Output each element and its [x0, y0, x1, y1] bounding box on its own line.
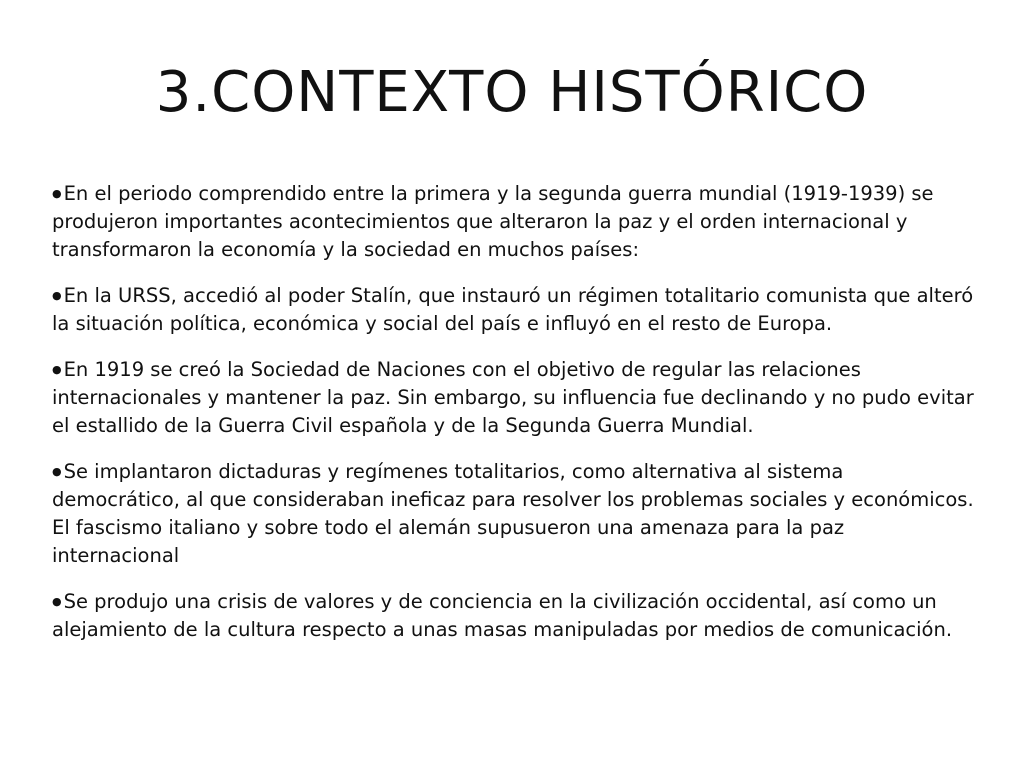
bullet-text: Se produjo una crisis de valores y de conciencia en la civilización occidental, así como un alejamiento de la cultura respecto a unas masas manipuladas por medios de comunicación.	[52, 590, 953, 641]
bullet-text: En el periodo comprendido entre la primera y la segunda guerra mundial (1919-1939) se produjeron importantes acontecimientos que alteraron la paz y el orden internacional y transformaron la economía y la sociedad en muchos países:	[52, 182, 934, 261]
bullet-item	[52, 458, 977, 570]
bullet-dot-icon: ●	[52, 363, 62, 376]
bullet-dot-icon: ●	[52, 465, 62, 478]
bullet-dot-icon: ●	[52, 595, 62, 608]
bullet-text: En la URSS, accedió al poder Stalín, que instauró un régimen totalitario comunista que alteró la situación política, económica y social del país e influyó en el resto de Europa.	[52, 284, 974, 335]
bullet-item	[52, 356, 977, 440]
bullet-item	[52, 180, 977, 264]
bullet-item	[52, 588, 977, 644]
slide-title: 3.CONTEXTO HISTÓRICO	[155, 60, 869, 125]
bullet-text: Se implantaron dictaduras y regímenes totalitarios, como alternativa al sistema democrático, al que consideraban ineficaz para resolver los problemas sociales y económicos. El fascismo italiano y sobre todo el alemán supusueron una amenaza para la paz internacional	[52, 460, 974, 567]
bullet-item	[52, 282, 977, 338]
bullet-text: En 1919 se creó la Sociedad de Naciones con el objetivo de regular las relaciones internacionales y mantener la paz. Sin embargo, su influencia fue declinando y no pudo evitar el estallido de la Guerra Civil española y de la Segunda Guerra Mundial.	[52, 358, 974, 437]
bullet-dot-icon: ●	[52, 187, 62, 200]
bullet-list	[52, 180, 977, 662]
bullet-dot-icon: ●	[52, 289, 62, 302]
